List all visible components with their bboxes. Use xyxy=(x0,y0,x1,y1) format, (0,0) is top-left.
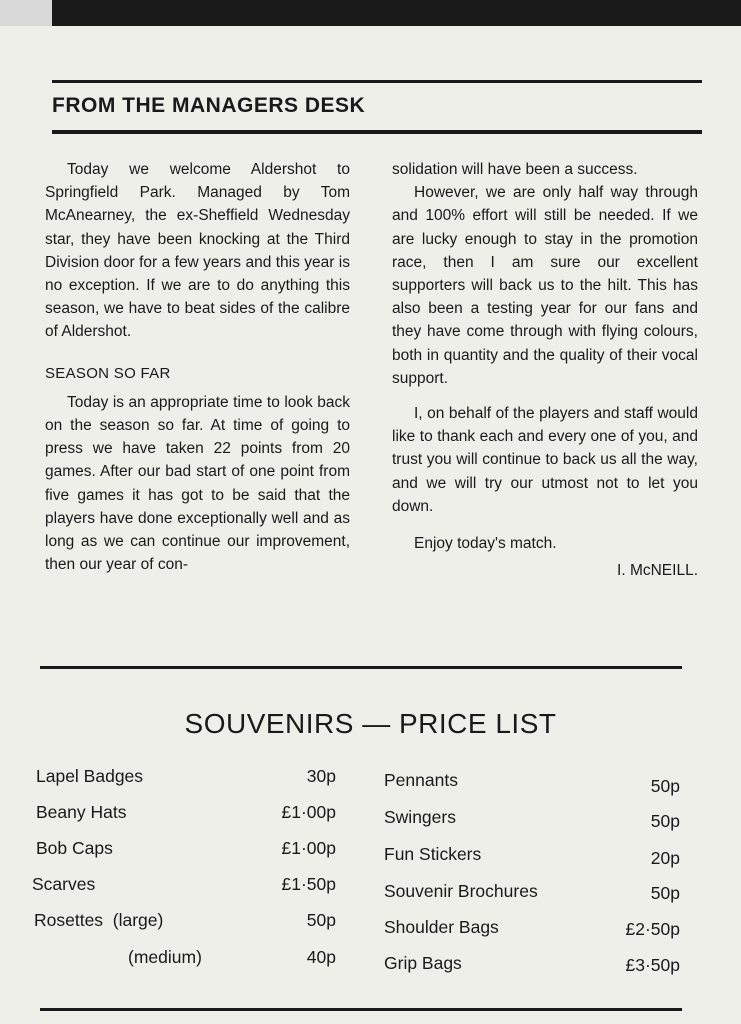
item-name: Scarves xyxy=(32,874,96,894)
item-price: 50p xyxy=(306,910,336,930)
price-row xyxy=(384,770,680,800)
souvenirs-title: SOUVENIRS — PRICE LIST xyxy=(184,708,557,739)
price-row xyxy=(36,802,336,832)
signature: I. McNEILL. xyxy=(617,562,698,580)
intro-paragraph: Today we welcome Aldershot to Springfield Park. Managed by Tom McAnearney, the ex-Sheffield Wednesday star, they have been knocking at the Third Division door for a few years and this year is no exception. If we are to do anything this season, we have to beat sides of the calibre of Aldershot. xyxy=(45,161,350,341)
consolidation-text: solidation will have been a success. xyxy=(392,161,638,178)
heading-bottom-rule xyxy=(52,130,702,134)
item-price: 50p xyxy=(650,776,680,796)
item-price: £1·00p xyxy=(281,838,336,858)
item-name: (medium) xyxy=(128,947,202,967)
item-price: £3·50p xyxy=(625,955,680,975)
enjoy-text: Enjoy today's match. xyxy=(414,535,557,553)
item-name: Shoulder Bags xyxy=(384,917,499,937)
price-row xyxy=(384,881,680,911)
price-row xyxy=(36,838,336,868)
price-row xyxy=(384,844,680,874)
article-heading: FROM THE MANAGERS DESK xyxy=(52,94,366,117)
souvenirs-top-rule xyxy=(40,666,682,669)
item-price: £2·50p xyxy=(625,919,680,939)
item-price: £1·50p xyxy=(281,874,336,894)
item-price: 50p xyxy=(650,883,680,903)
item-price: £1·00p xyxy=(281,802,336,822)
season-paragraph: Today is an appropriate time to look back on the season so far. At time of going to press we have taken 22 points from 20 games. After our bad start of one point from five games it has got to be said that the players have done exceptionally well and as long as we can continue our improvement, then our year of con- xyxy=(45,393,350,574)
season-subheading: SEASON SO FAR xyxy=(45,364,171,382)
item-price: 20p xyxy=(650,848,680,868)
item-name: Swingers xyxy=(384,807,456,827)
price-row xyxy=(384,953,680,983)
item-name: Grip Bags xyxy=(384,953,462,973)
programme-page xyxy=(0,26,741,1024)
item-name: Rosettes (large) xyxy=(34,910,164,930)
item-price: 30p xyxy=(306,766,336,786)
price-row xyxy=(384,807,680,837)
item-name: Bob Caps xyxy=(36,838,113,858)
heading-top-rule xyxy=(52,80,702,83)
item-name: Beany Hats xyxy=(36,802,127,822)
item-name: Souvenir Brochures xyxy=(384,881,538,901)
scan-edge xyxy=(0,0,52,26)
left-column xyxy=(45,158,350,576)
price-row xyxy=(34,910,336,940)
price-row xyxy=(36,947,336,977)
item-name: Lapel Badges xyxy=(36,766,144,786)
price-row xyxy=(384,917,680,947)
item-price: 40p xyxy=(306,947,336,967)
souvenirs-bottom-rule xyxy=(40,1008,682,1011)
item-name: Pennants xyxy=(384,770,458,790)
price-row xyxy=(32,874,336,904)
right-column xyxy=(392,158,698,582)
price-row xyxy=(36,766,336,796)
thanks-paragraph: I, on behalf of the players and staff would like to thank each and every one of you, and trust you will continue to back us all the way, and we will try our utmost not to let you down. xyxy=(392,405,698,515)
item-price: 50p xyxy=(650,811,680,831)
item-name: Fun Stickers xyxy=(384,844,482,864)
promotion-paragraph: However, we are only half way through and 100% effort will still be needed. If we are lucky enough to stay in the promotion race, then I am sure our excellent supporters will back us to the hilt. This has also been a testing year for our fans and they have come through with flying colours, both in quantity and the quality of their vocal support. xyxy=(392,184,698,387)
